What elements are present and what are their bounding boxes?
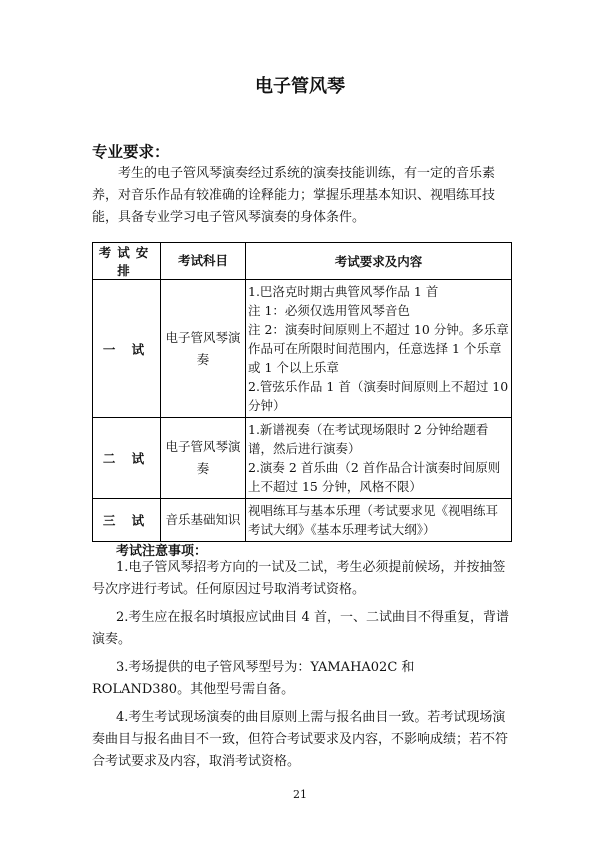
subject-cell: 电子管风琴演奏 xyxy=(161,280,246,418)
intro-paragraph xyxy=(92,163,510,229)
page-number: 21 xyxy=(293,788,307,801)
header-exam-requirements: 考试要求及内容 xyxy=(246,243,512,280)
requirements-cell xyxy=(246,280,512,418)
requirement-line: 2.演奏 2 首乐曲（2 首作品合计演奏时间原则上不超过 15 分钟，风格不限） xyxy=(248,460,501,494)
exam-table-header-row xyxy=(93,243,512,280)
requirement-line: 视唱练耳与基本乐理（考试要求见《视唱练耳考试大纲》《基本乐理考试大纲》） xyxy=(248,503,499,537)
table-row xyxy=(93,280,512,418)
table-row xyxy=(93,418,512,499)
header-exam-arrangement: 考试安排 xyxy=(93,243,161,280)
notes-list xyxy=(92,557,512,779)
header-exam-subject: 考试科目 xyxy=(161,243,246,280)
phase-cell: 一 试 xyxy=(93,280,161,418)
requirements-cell xyxy=(246,499,512,542)
note-item: 1.电子管风琴招考方向的一试及二试，考生必须提前候场，并按抽签号次序进行考试。任何原因过号取消考试资格。 xyxy=(92,560,506,597)
phase-cell: 二 试 xyxy=(93,418,161,499)
page-title: 电子管风琴 xyxy=(255,76,345,97)
table-row xyxy=(93,499,512,542)
requirement-line: 注 1：必须仅选用管风琴音色 xyxy=(248,303,410,318)
note-item: 3.考场提供的电子管风琴型号为：YAMAHA02C 和 ROLAND380。其他型号需自备。 xyxy=(92,660,415,697)
section-heading-requirements: 专业要求： xyxy=(92,143,170,161)
subject-cell: 电子管风琴演奏 xyxy=(161,418,246,499)
requirements-cell xyxy=(246,418,512,499)
note-item: 4.考生考试现场演奏的曲目原则上需与报名曲目一致。若考试现场演奏曲目与报名曲目不一致，但符合考试要求及内容，不影响成绩；若不符合考试要求及内容，取消考试资格。 xyxy=(92,710,509,769)
phase-cell: 三 试 xyxy=(93,499,161,542)
notes-heading: 考试注意事项： xyxy=(116,544,208,559)
requirement-line: 注 2：演奏时间原则上不超过 10 分钟。多乐章作品可在所限时间范围内，任意选择 1 个乐章或 1 个以上乐章 xyxy=(248,322,509,375)
intro-text: 考生的电子管风琴演奏经过系统的演奏技能训练，有一定的音乐素养，对音乐作品有较准确的诠释能力；掌握乐理基本知识、视唱练耳技能，具备专业学习电子管风琴演奏的身体条件。 xyxy=(92,166,496,225)
requirement-line: 1.巴洛克时期古典管风琴作品 1 首 xyxy=(248,284,439,299)
requirement-line: 1.新谱视奏（在考试现场限时 2 分钟给题看谱，然后进行演奏） xyxy=(248,422,489,456)
exam-table xyxy=(92,242,512,542)
requirement-line: 2.管弦乐作品 1 首（演奏时间原则上不超过 10 分钟） xyxy=(248,379,509,413)
note-item: 2.考生应在报名时填报应试曲目 4 首，一、二试曲目不得重复，背谱演奏。 xyxy=(92,610,509,647)
subject-cell: 音乐基础知识 xyxy=(161,499,246,542)
